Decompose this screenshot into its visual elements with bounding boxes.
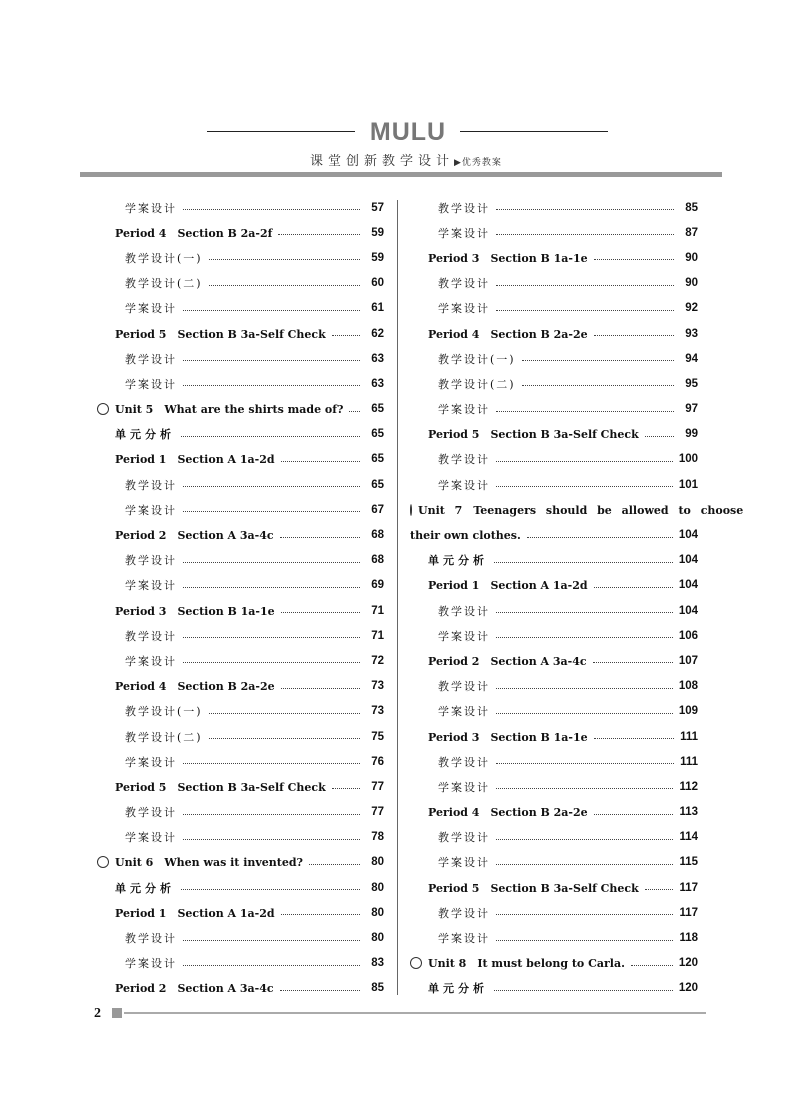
entry-page: 83 [371,957,384,970]
toc-entry[interactable] [410,774,698,799]
dot-leader [522,360,674,361]
entry-label: Period 1 Section A 1a-2d [428,579,588,593]
entry-label: 学案设计 [438,478,490,492]
entry-page: 90 [685,277,698,290]
toc-unit-entry[interactable] [410,497,744,522]
subtitle-main: 课堂创新教学设计 [310,154,455,169]
dot-leader [594,587,673,588]
page-number: 2 [94,1006,101,1021]
dot-leader [309,864,360,865]
toc-entry[interactable] [97,623,384,648]
entry-page: 77 [371,806,384,819]
entry-page: 118 [679,932,698,945]
entry-page: 60 [371,277,384,290]
dot-leader [209,713,360,714]
toc-entry[interactable] [97,699,384,724]
entry-page: 65 [371,453,384,466]
toc-entry[interactable] [97,321,384,346]
dot-leader [496,864,673,865]
entry-page: 97 [685,403,698,416]
entry-page: 77 [371,780,384,793]
dot-leader [209,259,360,260]
entry-label: 学案设计 [125,302,177,316]
entry-label: 教学设计 [438,453,490,467]
entry-label: Period 5 Section B 3a-Self Check [428,428,639,442]
dot-leader [281,461,360,462]
dot-leader [183,814,360,815]
entry-label: Period 1 Section A 1a-2d [115,453,275,467]
entry-label: 教学设计 [438,831,490,845]
toc-entry[interactable] [410,195,698,220]
dot-leader [332,335,360,336]
entry-label: Period 2 Section A 3a-4c [428,654,587,668]
toc-entry[interactable] [97,371,384,396]
toc-entry[interactable] [97,900,384,925]
toc-entry[interactable] [410,875,698,900]
dot-leader [183,763,360,764]
entry-page: 68 [371,529,384,542]
dot-leader [183,587,360,588]
circle-bullet-icon [410,504,412,516]
header-bar [80,172,722,177]
toc-entry[interactable] [410,271,698,296]
entry-label: 学案设计 [125,377,177,391]
dot-leader [183,940,360,941]
toc-entry[interactable] [97,724,384,749]
toc-entry[interactable] [97,573,384,598]
dot-leader [278,234,360,235]
toc-entry[interactable] [97,195,384,220]
toc-entry[interactable] [97,598,384,623]
entry-label: Period 2 Section A 3a-4c [115,982,274,996]
toc-entry[interactable] [97,925,384,950]
entry-page: 69 [371,579,384,592]
toc-unit-entry[interactable] [97,397,384,422]
entry-page: 92 [685,302,698,315]
toc-entry[interactable] [97,674,384,699]
footer-rule [124,1012,706,1014]
toc-entry[interactable] [97,800,384,825]
entry-label: Period 5 Section B 3a-Self Check [115,780,326,794]
entry-label: 单元分析 [115,881,175,895]
toc-entry[interactable] [410,472,698,497]
entry-page: 99 [685,428,698,441]
entry-page: 104 [678,529,698,542]
dot-leader [593,662,673,663]
dot-leader [183,662,360,663]
entry-label: 学案设计 [125,957,177,971]
dot-leader [496,209,674,210]
entry-page: 75 [371,730,384,743]
toc-entry[interactable] [410,397,698,422]
toc-entry[interactable] [410,623,698,648]
entry-label: 学案设计 [438,629,490,643]
toc-entry[interactable] [410,925,698,950]
toc-entry[interactable] [97,951,384,976]
subtitle-tag: ▶优秀教案 [454,158,502,168]
dot-leader [496,914,673,915]
dot-leader [496,940,673,941]
toc-entry[interactable] [97,220,384,245]
entry-label: 教学设计(一) [125,705,203,719]
entry-page: 104 [678,604,698,617]
toc-entry[interactable] [410,371,698,396]
entry-label: 学案设计 [438,856,490,870]
toc-entry[interactable] [97,271,384,296]
entry-label: 单元分析 [115,428,175,442]
dot-leader [183,209,360,210]
entry-page: 59 [371,251,384,264]
toc-entry[interactable] [410,825,698,850]
toc-entry[interactable] [97,648,384,673]
entry-page: 71 [371,604,384,617]
dot-leader [183,511,360,512]
dot-leader [280,990,360,991]
entry-page: 93 [685,327,698,340]
toc-entry[interactable] [410,976,698,1001]
entry-label: Period 1 Section A 1a-2d [115,906,275,920]
dot-leader [496,310,674,311]
toc-entry[interactable] [97,296,384,321]
entry-page: 90 [685,251,698,264]
dot-leader [522,385,674,386]
toc-entry[interactable] [410,422,698,447]
dot-leader [496,486,673,487]
dot-leader [209,285,360,286]
header-rule-right [460,131,608,132]
toc-entry[interactable] [410,724,698,749]
entry-page: 80 [371,932,384,945]
entry-label: 教学设计 [438,277,490,291]
toc-entry[interactable] [410,674,698,699]
entry-label: Period 2 Section A 3a-4c [115,529,274,543]
toc-entry[interactable] [97,422,384,447]
toc-left-column [97,195,384,1001]
entry-label: Period 4 Section B 2a-2f [115,226,273,240]
footer-square [112,1008,122,1018]
entry-page: 72 [371,654,384,667]
entry-label: 教学设计 [125,932,177,946]
dot-leader [594,259,674,260]
entry-label: Unit 7 Teenagers should be allowed to choose [418,503,744,517]
entry-page: 100 [678,453,698,466]
entry-page: 80 [371,881,384,894]
toc-entry[interactable] [97,472,384,497]
entry-label: 教学设计 [438,755,490,769]
dot-leader [594,335,674,336]
dot-leader [496,612,673,613]
dot-leader [183,839,360,840]
dot-leader [181,436,360,437]
dot-leader [281,688,360,689]
entry-label: 教学设计 [125,629,177,643]
toc-entry[interactable] [410,598,698,623]
header-rule-left [207,131,355,132]
toc-entry[interactable] [97,548,384,573]
entry-label: Period 3 Section B 1a-1e [115,604,275,618]
toc-entry[interactable] [410,850,698,875]
entry-page: 68 [371,554,384,567]
entry-page: 57 [371,201,384,214]
toc-entry[interactable] [97,875,384,900]
dot-leader [281,914,360,915]
entry-label: 教学设计 [438,680,490,694]
entry-label: 教学设计 [438,604,490,618]
toc-entry[interactable] [97,447,384,472]
toc-entry[interactable] [410,699,698,724]
toc-unit-entry[interactable] [410,951,698,976]
circle-bullet-icon [97,856,109,868]
entry-page: 80 [371,856,384,869]
toc-entry[interactable] [410,548,698,573]
entry-page: 111 [680,755,698,768]
entry-label: 教学设计 [438,201,490,215]
dot-leader [181,889,360,890]
toc-right-column [410,195,744,1001]
circle-bullet-icon [97,403,109,415]
dot-leader [183,310,360,311]
toc-entry[interactable] [410,900,698,925]
entry-label: 单元分析 [428,554,488,568]
dot-leader [496,839,673,840]
entry-label: 教学设计 [125,806,177,820]
entry-page: 107 [678,654,698,667]
entry-page: 76 [371,755,384,768]
dot-leader [496,763,674,764]
toc-entry[interactable] [97,346,384,371]
entry-page: 112 [679,780,698,793]
dot-leader [280,537,360,538]
dot-leader [527,537,673,538]
entry-label: 学案设计 [125,201,177,215]
entry-label-continued: their own clothes. [410,528,521,542]
dot-leader [183,486,360,487]
entry-page: 104 [678,554,698,567]
dot-leader [645,436,674,437]
dot-leader [496,713,673,714]
entry-page: 108 [678,680,698,693]
page-title: MULU [369,118,447,146]
entry-label: 教学设计(一) [438,352,516,366]
entry-label: 教学设计 [125,478,177,492]
entry-page: 85 [685,201,698,214]
entry-page: 106 [678,629,698,642]
entry-label: 学案设计 [438,780,490,794]
entry-label: 学案设计 [125,831,177,845]
toc-entry[interactable] [97,522,384,547]
dot-leader [494,990,673,991]
entry-page: 71 [371,629,384,642]
entry-page: 114 [679,831,698,844]
toc-entry[interactable] [97,774,384,799]
toc-entry[interactable] [410,800,698,825]
toc-entry[interactable] [410,321,698,346]
toc-entry[interactable] [410,648,698,673]
dot-leader [209,738,360,739]
entry-page: 115 [679,856,698,869]
entry-page: 101 [678,478,698,491]
dot-leader [496,788,673,789]
entry-label: 单元分析 [428,982,488,996]
entry-page: 63 [371,377,384,390]
toc-entry[interactable] [97,497,384,522]
entry-label: 学案设计 [438,302,490,316]
toc-entry[interactable] [97,749,384,774]
dot-leader [631,965,673,966]
column-divider [397,200,398,995]
entry-label: 学案设计 [125,503,177,517]
entry-label: Period 3 Section B 1a-1e [428,730,588,744]
toc-entry[interactable] [97,245,384,270]
entry-label: Unit 6 When was it invented? [115,856,303,870]
dot-leader [645,889,674,890]
dot-leader [496,688,673,689]
dot-leader [496,461,673,462]
toc-entry[interactable] [410,573,698,598]
toc-entry-continuation[interactable] [410,522,698,547]
entry-page: 62 [371,327,384,340]
entry-page: 117 [679,881,698,894]
entry-page: 113 [679,806,698,819]
toc-entry[interactable] [410,346,698,371]
entry-page: 65 [371,428,384,441]
entry-label: 教学设计 [125,352,177,366]
entry-label: Period 3 Section B 1a-1e [428,251,588,265]
toc-entry[interactable] [410,749,698,774]
entry-page: 120 [678,982,698,995]
entry-label: Unit 5 What are the shirts made of? [115,403,344,417]
entry-label: 教学设计(二) [125,277,203,291]
entry-page: 73 [371,705,384,718]
entry-label: 教学设计(二) [438,377,516,391]
toc-entry[interactable] [410,220,698,245]
entry-label: 学案设计 [438,932,490,946]
entry-label: 学案设计 [438,403,490,417]
entry-page: 111 [680,730,698,743]
entry-label: Period 5 Section B 3a-Self Check [428,881,639,895]
dot-leader [183,637,360,638]
dot-leader [183,965,360,966]
dot-leader [281,612,360,613]
dot-leader [594,738,674,739]
dot-leader [332,788,360,789]
entry-label: 教学设计(一) [125,251,203,265]
entry-label: 学案设计 [125,579,177,593]
entry-page: 95 [685,377,698,390]
entry-page: 85 [371,982,384,995]
entry-label: 学案设计 [438,705,490,719]
entry-page: 63 [371,352,384,365]
entry-label: Period 4 Section B 2a-2e [428,327,588,341]
dot-leader [496,411,674,412]
circle-bullet-icon [410,957,422,969]
toc-entry[interactable] [97,825,384,850]
entry-page: 65 [371,478,384,491]
entry-label: 学案设计 [438,226,490,240]
dot-leader [183,562,360,563]
entry-page: 61 [371,302,384,315]
toc-entry[interactable] [410,296,698,321]
entry-page: 94 [685,352,698,365]
dot-leader [496,637,673,638]
entry-page: 120 [678,957,698,970]
entry-page: 67 [371,503,384,516]
dot-leader [496,285,674,286]
entry-page: 73 [371,680,384,693]
dot-leader [349,411,360,412]
dot-leader [494,562,673,563]
entry-label: Unit 8 It must belong to Carla. [428,957,625,971]
dot-leader [183,385,360,386]
entry-page: 78 [371,831,384,844]
toc-unit-entry[interactable] [97,850,384,875]
entry-label: Period 5 Section B 3a-Self Check [115,327,326,341]
dot-leader [496,234,674,235]
entry-page: 59 [371,226,384,239]
entry-label: Period 4 Section B 2a-2e [428,806,588,820]
dot-leader [183,360,360,361]
entry-label: 教学设计 [125,554,177,568]
entry-page: 80 [371,906,384,919]
entry-label: 教学设计 [438,906,490,920]
header-subtitle [310,150,502,169]
entry-label: 教学设计(二) [125,730,203,744]
entry-label: 学案设计 [125,654,177,668]
entry-label: Period 4 Section B 2a-2e [115,680,275,694]
entry-page: 109 [678,705,698,718]
dot-leader [594,814,674,815]
toc-entry[interactable] [410,245,698,270]
toc-entry[interactable] [97,976,384,1001]
entry-page: 117 [679,906,698,919]
entry-label: 学案设计 [125,755,177,769]
entry-page: 87 [685,226,698,239]
toc-entry[interactable] [410,447,698,472]
entry-page: 104 [678,579,698,592]
entry-page: 65 [371,403,384,416]
